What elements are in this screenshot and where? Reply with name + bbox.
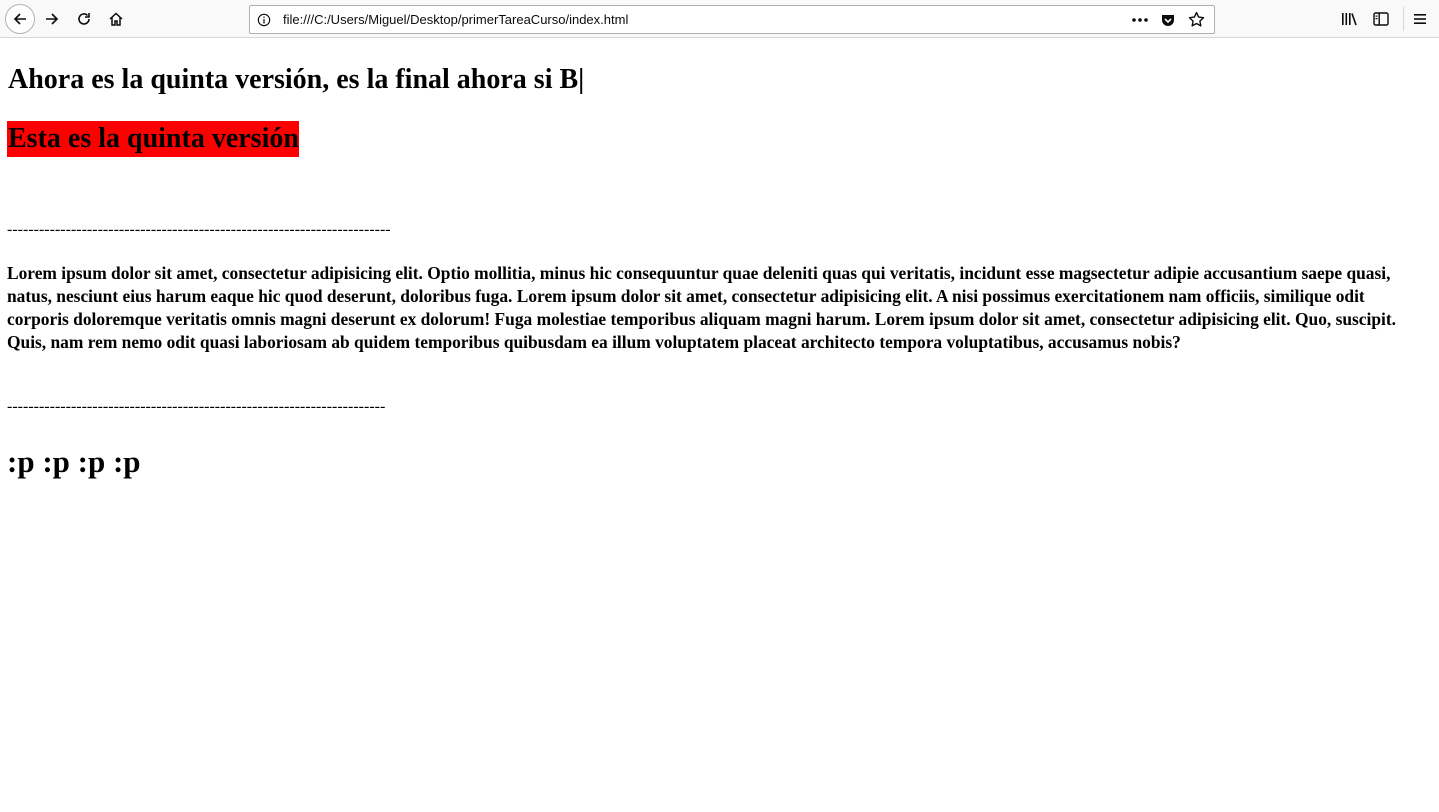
- home-button[interactable]: [101, 4, 131, 34]
- library-icon: [1341, 11, 1358, 27]
- lorem-paragraph: Lorem ipsum dolor sit amet, consectetur adipisicing elit. Optio mollitia, minus hic consequuntur quae deleniti quas qui veritatis, incidunt esse magsectetur adipie accusantium saepe quasi, natus, nesciunt eius harum eaque hic quod deserunt, doloribus fuga. Lorem ipsum dolor sit amet, consectetur adipisicing elit. A nisi possimus exercitationem nam officiis, similique odit corporis doloremque veritatis omnis magni deserunt ex dolorum! Fuga molestiae temporibus aliquam magni harum. Lorem ipsum dolor sit amet, consectetur adipisicing elit. Quo, suscipit. Quis, nam rem nemo odit quasi laboriosam ab quidem temporibus quibusdam ea illum voluptatem placeat architecto tempora voluptatibus, accusamus nobis?: [7, 263, 1396, 352]
- forward-button[interactable]: [37, 4, 67, 34]
- separator-line: -----------------------------------------------------------------------: [7, 398, 386, 415]
- site-info-button[interactable]: [257, 13, 277, 27]
- separator-line: ------------------------------------------------------------------------: [7, 221, 391, 238]
- reload-icon: [76, 11, 92, 27]
- hamburger-icon: [1413, 13, 1427, 25]
- more-icon: [1131, 17, 1149, 23]
- pocket-button[interactable]: [1154, 8, 1182, 32]
- reload-button[interactable]: [69, 4, 99, 34]
- highlighted-heading: Esta es la quinta versión: [7, 121, 299, 157]
- page-action-group: [1126, 8, 1210, 32]
- info-icon: [257, 13, 271, 27]
- star-icon: [1188, 11, 1205, 28]
- back-button[interactable]: [5, 4, 35, 34]
- pocket-icon: [1160, 12, 1176, 28]
- back-icon: [12, 11, 28, 27]
- page-actions-button[interactable]: [1126, 8, 1154, 32]
- faces-heading: :p :p :p :p: [7, 444, 141, 479]
- forward-icon: [44, 11, 60, 27]
- sidebar-icon: [1373, 12, 1389, 26]
- menu-button[interactable]: [1405, 4, 1435, 34]
- sidebar-button[interactable]: [1366, 4, 1396, 34]
- toolbar-separator: [1403, 7, 1404, 31]
- bookmark-button[interactable]: [1182, 8, 1210, 32]
- url-bar[interactable]: [249, 5, 1215, 34]
- browser-toolbar: [0, 0, 1439, 38]
- main-heading: Ahora es la quinta versión, es la final ahora si B|: [8, 64, 585, 95]
- library-button[interactable]: [1334, 4, 1364, 34]
- url-text[interactable]: file:///C:/Users/Miguel/Desktop/primerTareaCurso/index.html: [283, 12, 629, 27]
- home-icon: [108, 11, 124, 27]
